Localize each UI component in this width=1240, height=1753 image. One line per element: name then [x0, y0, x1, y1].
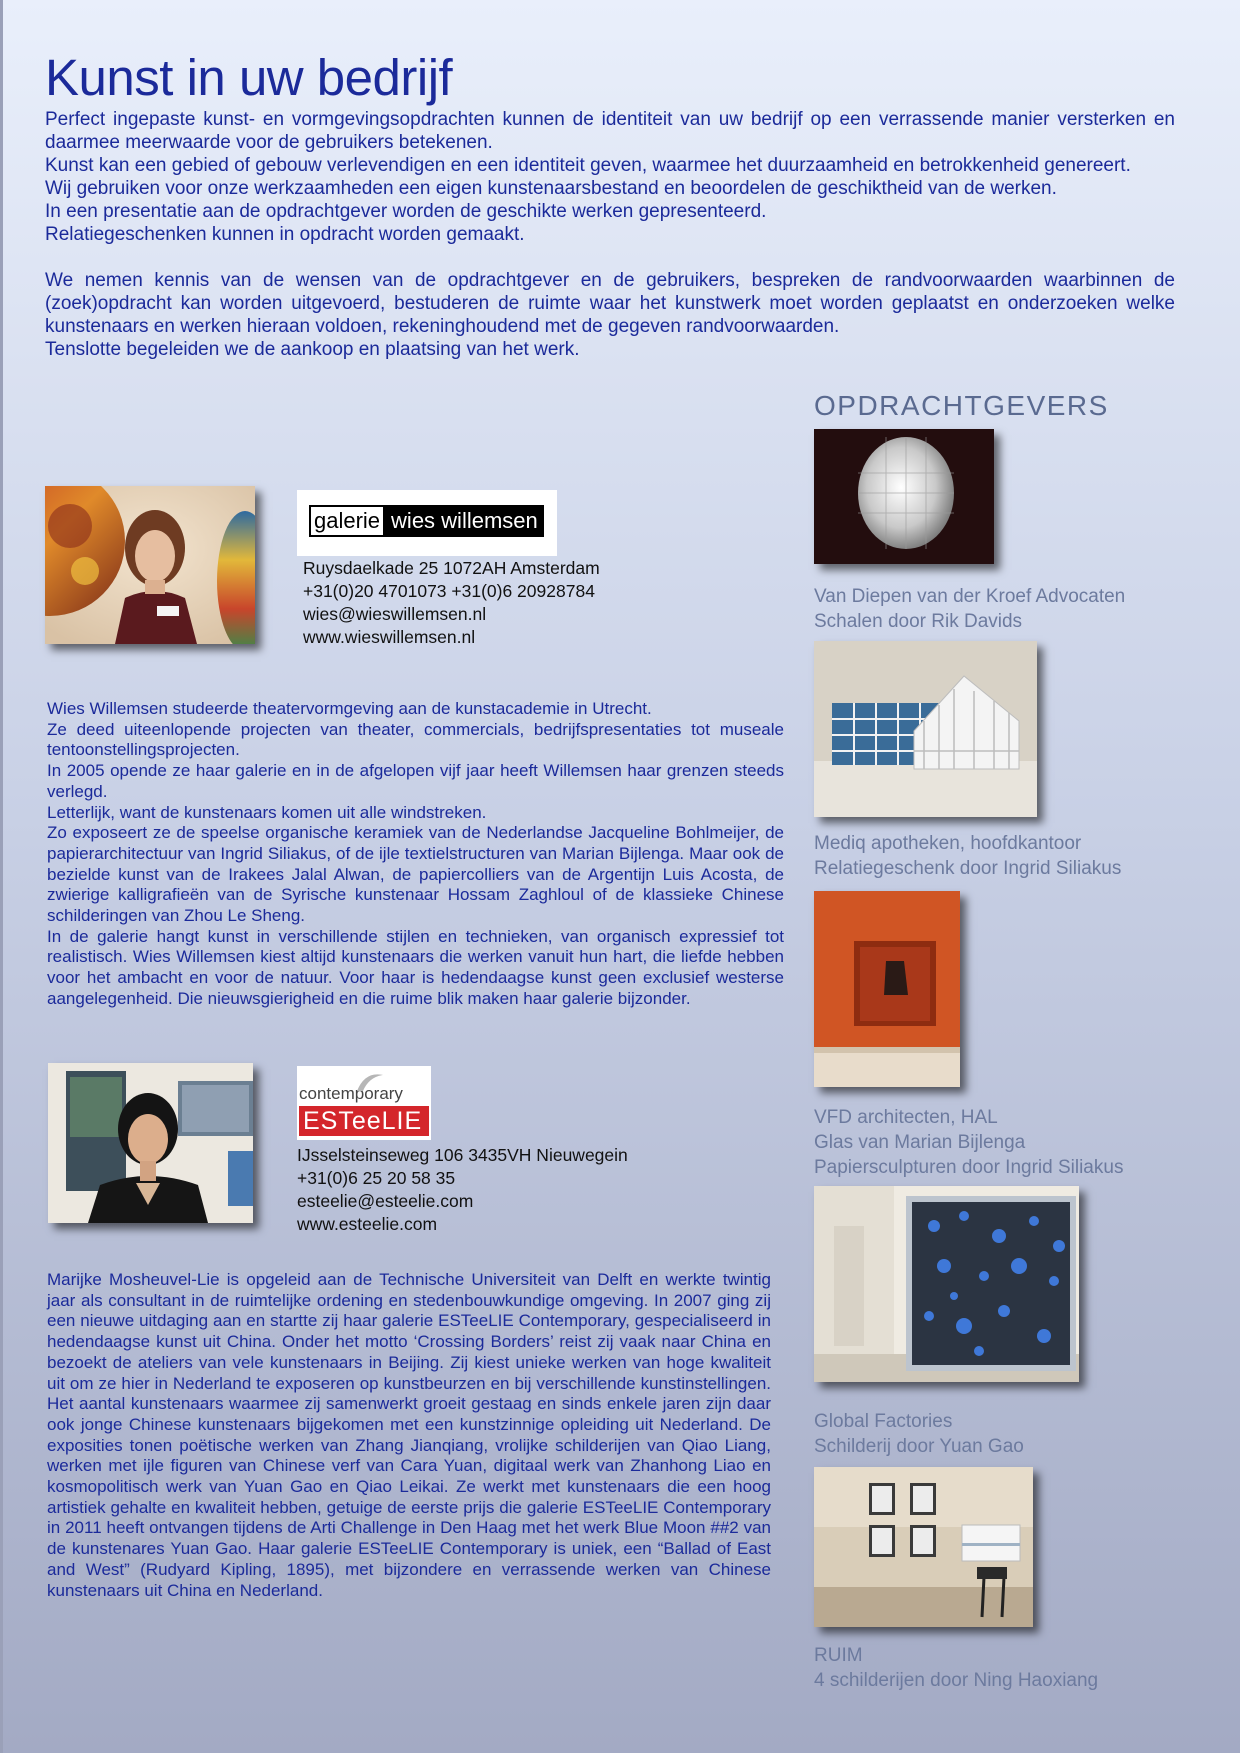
logo-galerie-wies-willemsen — [297, 490, 557, 556]
portrait-photo-marijke-mosheuvel-lie — [48, 1063, 253, 1223]
contact-block-wies-willemsen — [303, 557, 600, 649]
bio-paragraph: In de galerie hangt kunst in verschillende stijlen en technieken, van organisch expressief tot realistisch. Wies Willemsen kiest altijd kunstenaars die werken vanuit hun hart, die liefde hebben voor het ambacht en voor de natuur. Voor haar is hedendaagse kunst geen exclusief westerse aangelegenheid. Die nieuwsgierigheid en die ruime blik maken haar galerie bijzonder. — [47, 926, 784, 1008]
client-name: Global Factories — [814, 1411, 953, 1432]
logo-esteelie-contemporary — [297, 1066, 431, 1140]
page-edge — [0, 0, 3, 1753]
email-link[interactable]: wies@wieswillemsen.nl — [303, 604, 487, 624]
intro-paragraph: Perfect ingepaste kunst- en vormgevingsopdrachten kunnen de identiteit van uw bedrijf op een verrassende manier versterken en daarmee meerwaarde voor de gebruikers betekenen. — [45, 109, 1175, 153]
client-name: Mediq apotheken, hoofdkantoor — [814, 833, 1082, 854]
bio-paragraph: Ze deed uiteenlopende projecten van theater, commercials, bedrijfspresentaties tot museale tentoonstellingsprojecten. — [47, 719, 784, 760]
clients-heading: OPDRACHTGEVERS — [814, 390, 1109, 421]
bio-paragraph: Marijke Mosheuvel-Lie is opgeleid aan de Technische Universiteit van Delft en werkte twintig jaar als consultant in de ruimtelijke ordening en stedenbouwkundige omgeving. In 2007 ging zij een nieuwe uitdaging aan en startte zij haar galerie ESTeeLIE Contemporary, gespecialiseerd in hedendaagse kunst uit China. Onder het motto ‘Crossing Borders’ reist zij vaak naar China en bezoekt de ateliers van vele kunstenaars in Beijing. Zij kiest unieke werken van hoge kwaliteit uit om ze hier in Nederland te exposeren op kunstbeurzen en bij verschillende kunstinstellingen. Het aantal kunstenaars waarmee zij samenwerkt groeit gestaag en sinds enkele jaren zijn daar ook jonge Chinese kunstenaars bijgekomen met een kunstzinnige opleiding uit Nederland. De exposities tonen poëtische werken van Zhang Jianqiang, vrolijke schilderijen van Qiao Liang, werken met ijle figuren van Chinese verf van Cara Yuan, digitaal werk van Zhanhong Liao en kosmopolitisch werk van Yuan Gao en Qiao Leikai. Ze werkt met kunstenaars die een hoog artistiek gehalte en kwaliteit hebben, getuige de eerste prijs die galerie ESTeeLIE Contemporary in 2011 heeft ontvangen tijdens de Arti Challenge in Den Haag met het werk Blue Moon ##2 van de kunstenares Yuan Gao. Haar galerie ESTeeLIE Contemporary is uniek, een “Ballad of East and West” (Rudyard Kipling, 1895), met bijzondere en verrassende werken van Chinese kunstenaars uit China en Nederland. — [47, 1270, 771, 1600]
intro-paragraph: We nemen kennis van de wensen van de opdrachtgever en de gebruikers, bespreken de randvoorwaarden waarbinnen de (zoek)opdracht kan worden uitgevoerd, bestuderen de ruimte waar het kunstwerk moet worden geplaatst en onderzoeken welke kunstenaars en werken hieraan voldoen, rekeninghoudend met de gegeven randvoorwaarden. — [45, 270, 1175, 337]
client-caption — [814, 1105, 1123, 1180]
client-work: Relatiegeschenk door Ingrid Siliakus — [814, 858, 1122, 879]
logo-text-contemporary: contemporary — [299, 1084, 403, 1103]
client-work: Glas van Marian Bijlenga — [814, 1132, 1026, 1153]
bio-paragraph: Zo exposeert ze de speelse organische keramiek van de Nederlandse Jacqueline Bohlmeijer, de papierarchitectuur van Ingrid Siliakus, of de ijle textielstructuren van Marian Bijlenga. Maar ook de bezielde kunst van de Irakees Jalal Alwan, de papiercolliers van de Argentijn Luis Acosta, de zwierige kalligrafieën van de Syrische kunstenaar Hossam Zaghloul of de klassieke Chinese schilderingen van Zhou Le Sheng. — [47, 823, 784, 926]
client-photo-mirror — [814, 429, 994, 564]
phone: +31(0)6 25 20 58 35 — [297, 1168, 456, 1188]
intro-paragraph: Kunst kan een gebied of gebouw verlevendigen en een identiteit geven, waarmee het duurzaamheid en betrokkenheid genereert. — [45, 155, 1131, 176]
bio-wies-willemsen — [47, 699, 784, 1010]
client-work: Papiersculpturen door Ingrid Siliakus — [814, 1157, 1124, 1178]
client-caption — [814, 831, 1121, 881]
intro-paragraph: Relatiegeschenken kunnen in opdracht worden gemaakt. — [45, 224, 525, 245]
client-caption — [814, 1409, 1024, 1459]
client-photo-interior-room — [814, 1467, 1033, 1627]
bio-paragraph: Letterlijk, want de kunstenaars komen uit alle windstreken. — [47, 802, 487, 822]
bio-paragraph: In 2005 opende ze haar galerie en in de afgelopen vijf jaar heeft Willemsen haar grenzen steeds verlegd. — [47, 761, 784, 801]
bio-marijke-mosheuvel-lie — [47, 1270, 771, 1601]
client-work: Schilderij door Yuan Gao — [814, 1436, 1024, 1457]
logo-text-wies-willemsen: wies willemsen — [385, 505, 544, 537]
client-caption — [814, 584, 1125, 634]
client-photo-gallery-painting — [814, 1186, 1079, 1382]
client-work: Schalen door Rik Davids — [814, 611, 1023, 632]
contact-block-esteelie — [297, 1144, 628, 1236]
phone: +31(0)20 4701073 +31(0)6 20928784 — [303, 581, 595, 601]
client-name: VFD architecten, HAL — [814, 1107, 998, 1128]
client-work: 4 schilderijen door Ning Haoxiang — [814, 1670, 1099, 1691]
email-link[interactable]: esteelie@esteelie.com — [297, 1191, 474, 1211]
client-name: Van Diepen van der Kroef Advocaten — [814, 586, 1126, 607]
client-photo-orange-niche — [814, 891, 960, 1087]
client-photo-paper-model — [814, 641, 1037, 817]
client-name: RUIM — [814, 1645, 863, 1666]
swirl-icon — [355, 1069, 385, 1093]
address: Ruysdaelkade 25 1072AH Amsterdam — [303, 558, 600, 578]
intro-text — [45, 108, 1175, 361]
website-link[interactable]: www.esteelie.com — [297, 1214, 438, 1234]
website-link[interactable]: www.wieswillemsen.nl — [303, 627, 476, 647]
intro-paragraph: Tenslotte begeleiden we de aankoop en plaatsing van het werk. — [45, 339, 580, 360]
logo-text-galerie: galerie — [309, 505, 385, 537]
address: IJsselsteinseweg 106 3435VH Nieuwegein — [297, 1145, 628, 1165]
bio-paragraph: Wies Willemsen studeerde theatervormgeving aan de kunstacademie in Utrecht. — [47, 699, 652, 718]
logo-text-esteelie: ESTeeLIE — [303, 1107, 423, 1135]
intro-paragraph: In een presentatie aan de opdrachtgever worden de geschikte werken gepresenteerd. — [45, 201, 767, 222]
page-title: Kunst in uw bedrijf — [45, 49, 453, 106]
portrait-photo-wies-willemsen — [45, 486, 255, 644]
intro-paragraph: Wij gebruiken voor onze werkzaamheden een eigen kunstenaarsbestand en beoordelen de geschiktheid van de werken. — [45, 178, 1057, 199]
client-caption — [814, 1643, 1098, 1693]
